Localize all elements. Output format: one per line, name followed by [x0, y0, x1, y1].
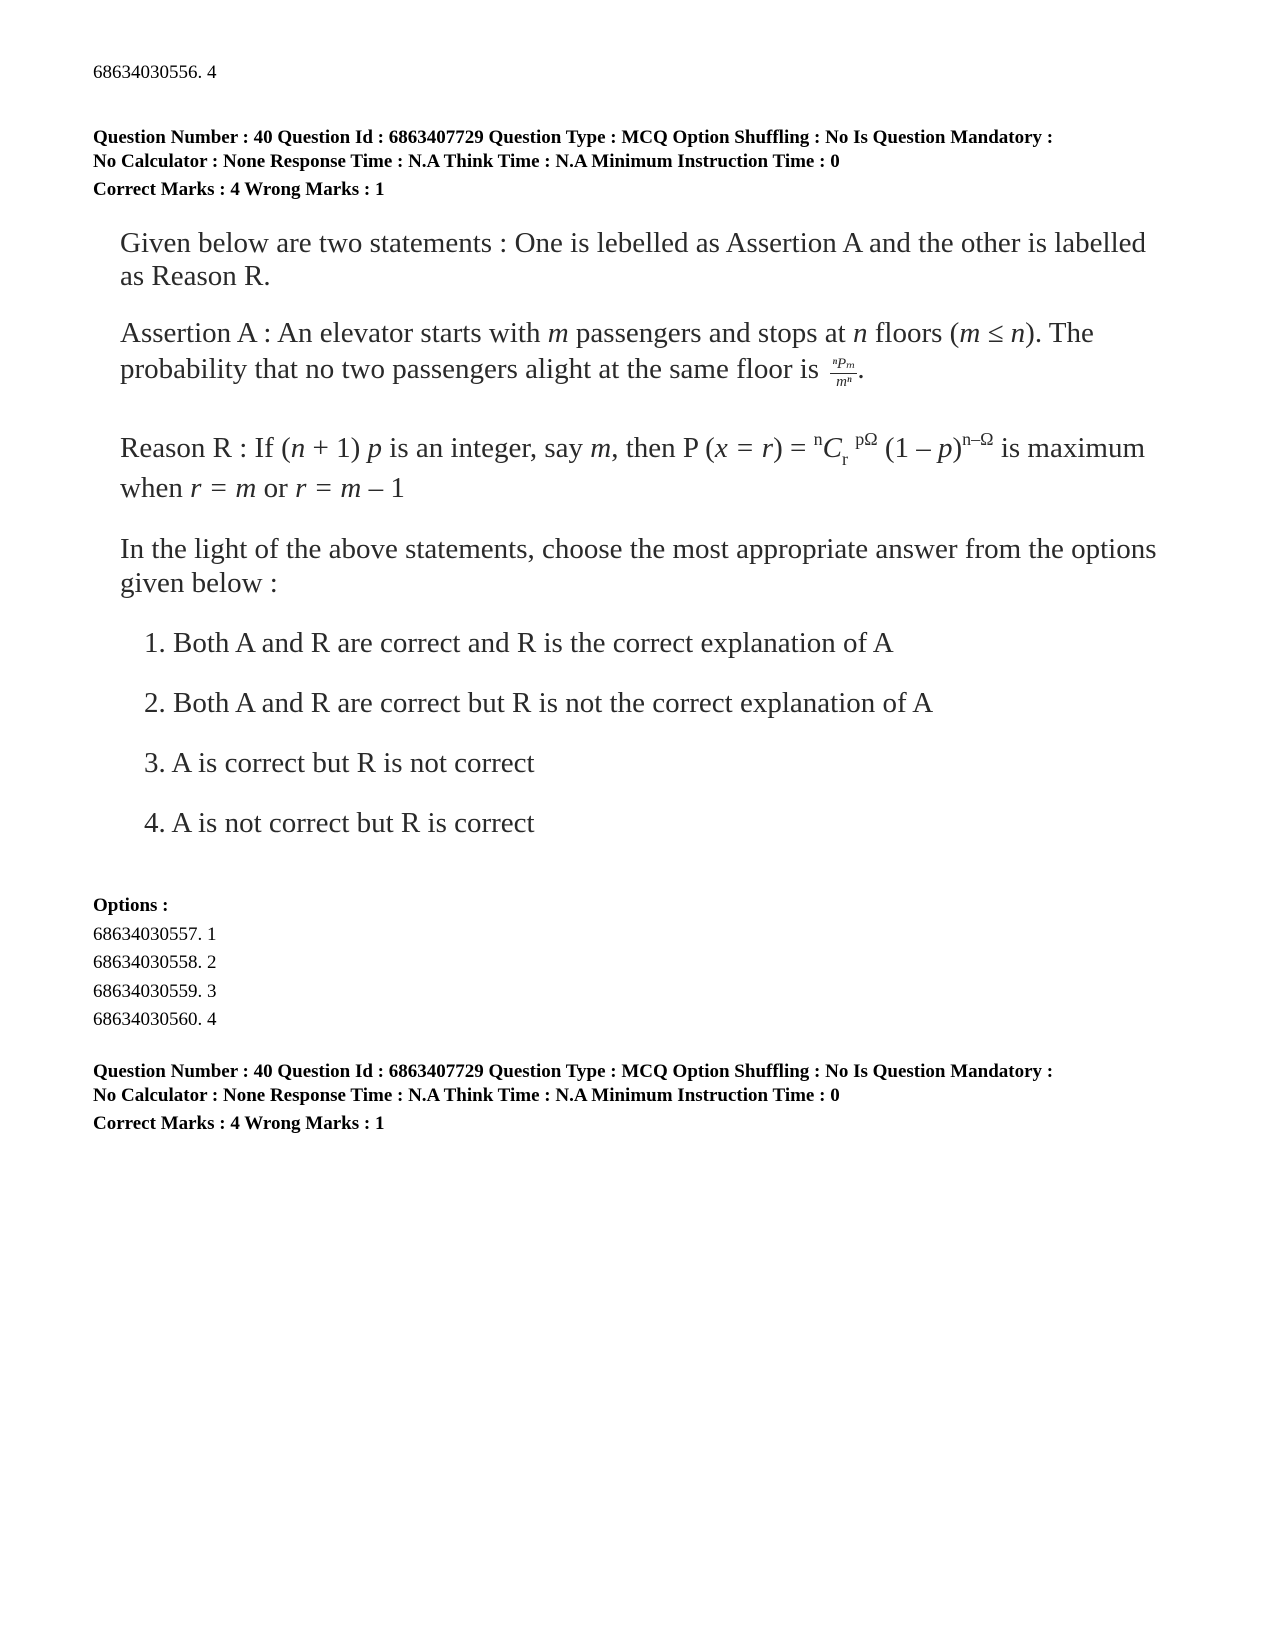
next-question-meta-block — [93, 1060, 1053, 1136]
meta-line-2: No Calculator : None Response Time : N.A Think Time : N.A Minimum Instruction Time : 0 — [93, 1084, 840, 1106]
assertion-line-2: probability that no two passengers alight at the same floor is $\frac{\text{ⁿPₘ}}{\text{mⁿ}}$ . — [120, 353, 865, 390]
reason-line-2: when r = m or r = m – 1 — [120, 472, 405, 504]
option-item: 68634030557. 1 — [93, 923, 217, 945]
marks-line: Correct Marks : 4 Wrong Marks : 1 — [93, 1113, 385, 1134]
instruction-line-2: given below : — [120, 567, 278, 599]
choice-1: 1. Both A and R are correct and R is the correct explanation of A — [144, 627, 894, 659]
assertion-line-1: Assertion A : An elevator starts with m passengers and stops at n floors (m ≤ n). The — [120, 317, 1094, 349]
choice-4: 4. A is not correct but R is correct — [144, 807, 535, 839]
choice-2: 2. Both A and R are correct but R is not the correct explanation of A — [144, 687, 934, 719]
instruction-line-1: In the light of the above statements, choose the most appropriate answer from the options — [120, 533, 1157, 565]
meta-line-2: No Calculator : None Response Time : N.A Think Time : N.A Minimum Instruction Time : 0 — [93, 150, 840, 172]
question-meta-block — [93, 126, 1053, 202]
option-item: 68634030559. 3 — [93, 980, 217, 1002]
meta-line-1: Question Number : 40 Question Id : 6863407729 Question Type : MCQ Option Shuffling : No Is Question Mandatory : — [93, 1061, 1054, 1082]
option-item: 68634030558. 2 — [93, 952, 217, 973]
intro-line-2: as Reason R. — [120, 260, 271, 292]
choice-3: 3. A is correct but R is not correct — [144, 747, 535, 779]
previous-option-ref: 68634030556. 4 — [93, 62, 217, 83]
option-item: 68634030560. 4 — [93, 1009, 217, 1030]
meta-line-1: Question Number : 40 Question Id : 6863407729 Question Type : MCQ Option Shuffling : No Is Question Mandatory : — [93, 127, 1054, 148]
reason-line-1: Reason R : If (n + 1) p is an integer, say m, then P $(x = r) = ^nC_r$ $^{p\Omega}$ (1 – p)$^{n-\Omega}$ is maximum — [120, 429, 1146, 469]
options-list — [93, 892, 217, 1035]
options-header: Options : — [93, 895, 169, 916]
intro-line-1: Given below are two statements : One is lebelled as Assertion A and the other is labelled — [120, 227, 1147, 259]
marks-line: Correct Marks : 4 Wrong Marks : 1 — [93, 179, 385, 200]
probability-fraction: $\frac{\text{ⁿPₘ}}{\text{mⁿ}}$ — [832, 355, 856, 390]
